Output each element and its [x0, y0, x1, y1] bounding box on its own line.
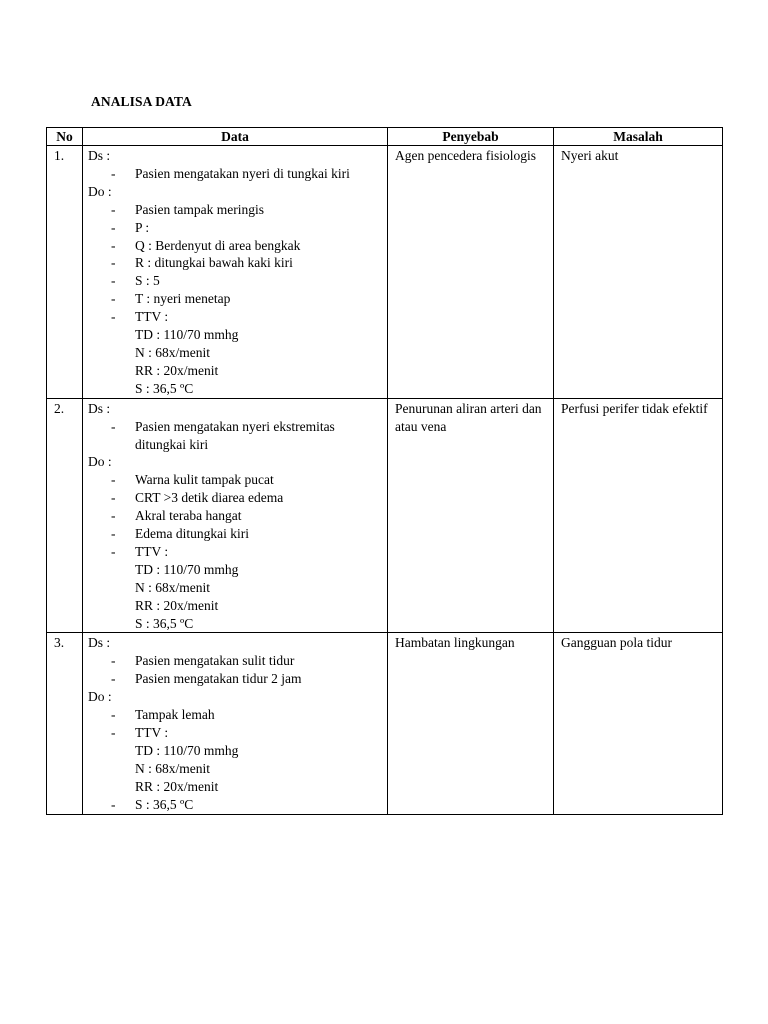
- page-title: ANALISA DATA: [91, 94, 192, 109]
- cell-data: [83, 146, 388, 399]
- list-item: [88, 290, 383, 308]
- bullet-dash: -: [111, 418, 116, 434]
- bullet-dash: -: [111, 653, 116, 669]
- bullet-dash: -: [111, 219, 116, 235]
- list-item: [88, 489, 383, 507]
- ds-label: Ds :: [88, 635, 111, 651]
- cell-penyebab: [388, 146, 554, 399]
- do-label: Do :: [88, 454, 112, 470]
- list-item: [88, 525, 383, 543]
- list-item-text: Pasien tampak meringis: [135, 201, 264, 217]
- bullet-dash: -: [111, 490, 116, 506]
- list-item-text: TTV :: [135, 309, 169, 325]
- do-label: Do :: [88, 183, 112, 199]
- masalah-text: Perfusi perifer tidak efektif: [561, 400, 708, 416]
- vital-sign: TD : 110/70 mmhg: [135, 561, 239, 577]
- list-item-text: Pasien mengatakan tidur 2 jam: [135, 671, 302, 687]
- bullet-dash: -: [111, 309, 116, 325]
- list-item: [88, 272, 383, 290]
- table-row: [47, 398, 723, 633]
- header-no: No: [47, 128, 83, 146]
- bullet-dash: -: [111, 671, 116, 687]
- cell-masalah: [554, 633, 723, 814]
- vital-sign: RR : 20x/menit: [135, 778, 219, 794]
- list-item: [88, 724, 383, 742]
- list-item-text: S : 5: [135, 273, 160, 289]
- ds-label: Ds :: [88, 400, 111, 416]
- cell-masalah: [554, 398, 723, 633]
- list-item-text: Pasien mengatakan nyeri di tungkai kiri: [135, 165, 350, 181]
- header-masalah: Masalah: [554, 128, 723, 146]
- list-item-text: S : 36,5 ºC: [135, 796, 194, 812]
- bullet-dash: -: [111, 255, 116, 271]
- bullet-dash: -: [111, 291, 116, 307]
- table-row: [47, 633, 723, 814]
- list-item: [88, 507, 383, 525]
- list-item: [88, 308, 383, 326]
- bullet-dash: -: [111, 707, 116, 723]
- list-item: [88, 652, 383, 670]
- list-item: [88, 418, 383, 454]
- list-item: [88, 165, 383, 183]
- analysis-table: [46, 127, 723, 815]
- vital-sign: TD : 110/70 mmhg: [135, 327, 239, 343]
- cell-no: 3.: [47, 633, 83, 814]
- list-item-text: Q : Berdenyut di area bengkak: [135, 237, 301, 253]
- masalah-text: Nyeri akut: [561, 148, 619, 163]
- list-item: [88, 201, 383, 219]
- list-item-text: R : ditungkai bawah kaki kiri: [135, 255, 293, 271]
- list-item: [88, 471, 383, 489]
- vital-sign: S : 36,5 ºC: [135, 615, 194, 631]
- penyebab-text: Hambatan lingkungan: [395, 635, 515, 651]
- bullet-dash: -: [111, 796, 116, 812]
- list-item-text: P :: [135, 219, 150, 235]
- ds-label: Ds :: [88, 148, 111, 163]
- bullet-dash: -: [111, 725, 116, 740]
- do-label: Do :: [88, 689, 112, 705]
- list-item: [88, 670, 383, 688]
- cell-penyebab: [388, 398, 554, 633]
- list-item: [88, 706, 383, 724]
- list-item-text: CRT >3 detik diarea edema: [135, 490, 284, 506]
- cell-masalah: [554, 146, 723, 399]
- table-header-row: [47, 128, 723, 146]
- list-item-text: Pasien mengatakan nyeri ekstremitas ditungkai kiri: [135, 418, 335, 452]
- penyebab-text: Agen pencedera fisiologis: [395, 148, 536, 163]
- bullet-dash: -: [111, 273, 116, 289]
- masalah-text: Gangguan pola tidur: [561, 635, 672, 651]
- bullet-dash: -: [111, 201, 116, 217]
- vital-sign: N : 68x/menit: [135, 760, 210, 776]
- bullet-dash: -: [111, 543, 116, 559]
- header-data: Data: [83, 128, 388, 146]
- vital-sign: RR : 20x/menit: [135, 362, 219, 378]
- vital-sign: RR : 20x/menit: [135, 597, 219, 613]
- list-item-text: TTV :: [135, 725, 169, 740]
- cell-data: [83, 398, 388, 633]
- vital-sign: S : 36,5 ºC: [135, 380, 194, 396]
- list-item: [88, 543, 383, 561]
- list-item-text: Edema ditungkai kiri: [135, 526, 249, 542]
- vital-sign: TD : 110/70 mmhg: [135, 742, 239, 758]
- bullet-dash: -: [111, 165, 116, 181]
- list-item: [88, 219, 383, 237]
- cell-no: 2.: [47, 398, 83, 633]
- list-item-text: Tampak lemah: [135, 707, 215, 723]
- header-penyebab: Penyebab: [388, 128, 554, 146]
- list-item-text: Akral teraba hangat: [135, 508, 242, 524]
- bullet-dash: -: [111, 237, 116, 253]
- table-body: [47, 146, 723, 815]
- cell-no: 1.: [47, 146, 83, 399]
- list-item: [88, 796, 383, 814]
- list-item-text: T : nyeri menetap: [135, 291, 231, 307]
- penyebab-text: Penurunan aliran arteri dan atau vena: [395, 400, 542, 434]
- vital-sign: N : 68x/menit: [135, 579, 210, 595]
- bullet-dash: -: [111, 508, 116, 524]
- bullet-dash: -: [111, 472, 116, 488]
- list-item-text: Warna kulit tampak pucat: [135, 472, 274, 488]
- cell-penyebab: [388, 633, 554, 814]
- cell-data: [83, 633, 388, 814]
- vital-sign: N : 68x/menit: [135, 344, 210, 360]
- list-item-text: TTV :: [135, 543, 169, 559]
- table-row: [47, 146, 723, 399]
- list-item: [88, 237, 383, 255]
- bullet-dash: -: [111, 526, 116, 542]
- list-item-text: Pasien mengatakan sulit tidur: [135, 653, 295, 669]
- list-item: [88, 254, 383, 272]
